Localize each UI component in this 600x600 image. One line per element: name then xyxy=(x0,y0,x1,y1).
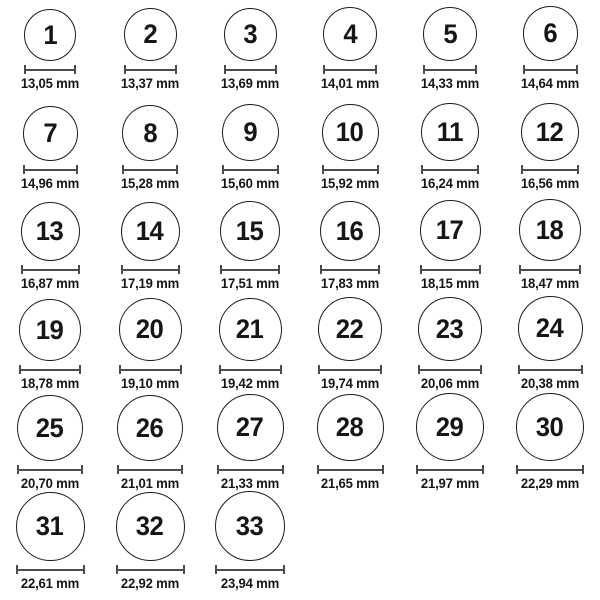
diameter-label: 22,29 mm xyxy=(520,476,580,492)
ring-size-cell xyxy=(100,100,200,200)
ring-size-number: 20 xyxy=(136,314,164,345)
measure-line xyxy=(17,465,83,474)
ring-size-cell xyxy=(200,500,300,600)
ring-size-number: 11 xyxy=(436,116,464,147)
ring-size-number: 30 xyxy=(536,411,564,442)
ring-circle xyxy=(323,7,377,61)
measure-line xyxy=(423,65,477,74)
ring-size-cell xyxy=(0,0,100,100)
ring-size-cell xyxy=(200,100,300,200)
ring-size-cell xyxy=(500,400,600,500)
diameter-label: 20,38 mm xyxy=(520,376,580,392)
ring-size-cell xyxy=(500,100,600,200)
ring-size-number: 12 xyxy=(536,116,564,147)
measure-line xyxy=(320,265,380,274)
ring-size-cell xyxy=(0,100,100,200)
measure-line xyxy=(421,165,479,174)
measure-line xyxy=(19,365,81,374)
ring-size-cell xyxy=(500,300,600,400)
diameter-label: 14,96 mm xyxy=(20,176,80,192)
measure-line xyxy=(215,565,285,574)
ring-size-number: 2 xyxy=(143,19,157,50)
measure-line xyxy=(220,265,280,274)
diameter-label: 15,60 mm xyxy=(220,176,280,192)
measure-line xyxy=(523,65,578,74)
ring-size-number: 14 xyxy=(136,216,164,247)
ring-circle xyxy=(215,491,285,561)
measure-line xyxy=(217,465,284,474)
ring-circle xyxy=(318,297,382,361)
ring-size-number: 32 xyxy=(136,511,164,542)
ring-size-cell xyxy=(300,400,400,500)
ring-size-cell xyxy=(100,400,200,500)
ring-circle xyxy=(17,395,83,461)
ring-size-cell xyxy=(300,300,400,400)
measure-line xyxy=(116,565,185,574)
diameter-label: 19,42 mm xyxy=(220,376,280,392)
diameter-label: 23,94 mm xyxy=(220,576,280,592)
ring-size-number: 29 xyxy=(436,411,464,442)
ring-circle xyxy=(23,106,78,161)
diameter-label: 15,28 mm xyxy=(120,176,180,192)
ring-circle xyxy=(116,492,185,561)
ring-circle xyxy=(224,8,277,61)
ring-size-number: 5 xyxy=(443,18,457,49)
diameter-label: 14,64 mm xyxy=(520,76,580,92)
measure-line xyxy=(521,165,579,174)
ring-size-number: 26 xyxy=(136,412,164,443)
measure-line xyxy=(416,465,484,474)
ring-circle xyxy=(519,199,581,261)
ring-size-cell xyxy=(100,500,200,600)
ring-circle xyxy=(19,299,81,361)
ring-size-number: 27 xyxy=(236,412,264,443)
ring-circle xyxy=(24,9,76,61)
measure-line xyxy=(24,65,76,74)
ring-size-number: 10 xyxy=(336,117,364,148)
measure-line xyxy=(121,265,180,274)
diameter-label: 17,83 mm xyxy=(320,276,380,292)
ring-circle xyxy=(416,393,484,461)
ring-size-cell xyxy=(100,300,200,400)
ring-circle xyxy=(322,104,379,161)
ring-circle xyxy=(124,8,177,61)
measure-line xyxy=(222,165,279,174)
ring-circle xyxy=(119,298,182,361)
ring-size-number: 9 xyxy=(243,117,257,148)
ring-size-number: 15 xyxy=(236,215,264,246)
measure-line xyxy=(117,465,183,474)
diameter-label: 13,69 mm xyxy=(220,76,280,92)
ring-circle xyxy=(16,492,85,561)
ring-size-cell xyxy=(0,200,100,300)
ring-circle xyxy=(518,296,583,361)
ring-circle xyxy=(220,201,280,261)
measure-line xyxy=(323,65,377,74)
ring-size-cell xyxy=(200,400,300,500)
diameter-label: 14,01 mm xyxy=(320,76,380,92)
ring-size-number: 16 xyxy=(336,215,364,246)
measure-line xyxy=(318,365,382,374)
measure-line xyxy=(224,65,277,74)
ring-size-cell xyxy=(400,200,500,300)
measure-line xyxy=(219,365,282,374)
ring-circle xyxy=(217,394,284,461)
ring-circle xyxy=(117,395,183,461)
measure-line xyxy=(519,265,581,274)
diameter-label: 21,65 mm xyxy=(320,476,380,492)
measure-line xyxy=(322,165,379,174)
diameter-label: 19,74 mm xyxy=(320,376,380,392)
diameter-label: 18,15 mm xyxy=(420,276,480,292)
ring-size-number: 7 xyxy=(43,118,57,149)
ring-size-number: 31 xyxy=(36,511,64,542)
ring-size-number: 6 xyxy=(543,18,557,49)
ring-size-cell xyxy=(400,300,500,400)
ring-size-cell xyxy=(0,500,100,600)
diameter-label: 18,47 mm xyxy=(520,276,580,292)
ring-circle xyxy=(219,298,282,361)
ring-circle xyxy=(418,297,482,361)
ring-size-cell xyxy=(200,0,300,100)
diameter-label: 22,61 mm xyxy=(20,576,80,592)
diameter-label: 21,97 mm xyxy=(420,476,480,492)
measure-line xyxy=(420,265,481,274)
ring-size-cell xyxy=(100,0,200,100)
ring-size-cell xyxy=(300,0,400,100)
ring-size-cell xyxy=(200,200,300,300)
diameter-label: 21,33 mm xyxy=(220,476,280,492)
measure-line xyxy=(119,365,182,374)
ring-size-cell xyxy=(200,300,300,400)
ring-size-cell xyxy=(400,0,500,100)
diameter-label: 13,37 mm xyxy=(120,76,180,92)
measure-line xyxy=(518,365,583,374)
ring-circle xyxy=(122,105,178,161)
ring-size-number: 13 xyxy=(36,216,64,247)
measure-line xyxy=(122,165,178,174)
ring-size-number: 1 xyxy=(43,19,57,50)
ring-circle xyxy=(523,6,578,61)
ring-size-cell xyxy=(500,200,600,300)
measure-line xyxy=(124,65,177,74)
ring-circle xyxy=(421,103,479,161)
diameter-label: 13,05 mm xyxy=(20,76,80,92)
diameter-label: 18,78 mm xyxy=(20,376,80,392)
diameter-label: 14,33 mm xyxy=(420,76,480,92)
ring-circle xyxy=(516,393,584,461)
ring-circle xyxy=(121,202,180,261)
ring-size-cell xyxy=(300,100,400,200)
ring-size-number: 8 xyxy=(143,117,157,148)
diameter-label: 15,92 mm xyxy=(320,176,380,192)
ring-circle xyxy=(317,394,384,461)
ring-size-cell xyxy=(0,400,100,500)
diameter-label: 17,19 mm xyxy=(120,276,180,292)
diameter-label: 20,06 mm xyxy=(420,376,480,392)
ring-size-cell xyxy=(500,0,600,100)
ring-size-number: 28 xyxy=(336,412,364,443)
diameter-label: 16,24 mm xyxy=(420,176,480,192)
ring-size-number: 19 xyxy=(36,314,64,345)
ring-circle xyxy=(423,7,477,61)
diameter-label: 22,92 mm xyxy=(120,576,180,592)
diameter-label: 17,51 mm xyxy=(220,276,280,292)
ring-size-cell xyxy=(400,400,500,500)
diameter-label: 21,01 mm xyxy=(120,476,180,492)
measure-line xyxy=(317,465,384,474)
ring-circle xyxy=(21,202,80,261)
ring-size-cell xyxy=(400,100,500,200)
measure-line xyxy=(516,465,584,474)
ring-size-number: 33 xyxy=(236,510,264,541)
ring-size-number: 21 xyxy=(236,314,264,345)
ring-size-number: 22 xyxy=(336,313,364,344)
measure-line xyxy=(16,565,85,574)
diameter-label: 16,87 mm xyxy=(20,276,80,292)
ring-size-cell xyxy=(0,300,100,400)
ring-circle xyxy=(222,104,279,161)
ring-circle xyxy=(521,103,579,161)
measure-line xyxy=(21,265,80,274)
diameter-label: 20,70 mm xyxy=(20,476,80,492)
measure-line xyxy=(23,165,78,174)
ring-size-cell xyxy=(100,200,200,300)
diameter-label: 16,56 mm xyxy=(520,176,580,192)
ring-size-number: 3 xyxy=(243,19,257,50)
ring-size-number: 23 xyxy=(436,313,464,344)
diameter-label: 19,10 mm xyxy=(120,376,180,392)
ring-size-number: 17 xyxy=(436,215,464,246)
ring-circle xyxy=(420,200,481,261)
ring-circle xyxy=(320,201,380,261)
ring-size-number: 18 xyxy=(536,214,564,245)
ring-size-number: 4 xyxy=(343,18,357,49)
ring-size-number: 25 xyxy=(36,412,64,443)
ring-size-number: 24 xyxy=(536,313,564,344)
ring-size-cell xyxy=(300,200,400,300)
measure-line xyxy=(418,365,482,374)
